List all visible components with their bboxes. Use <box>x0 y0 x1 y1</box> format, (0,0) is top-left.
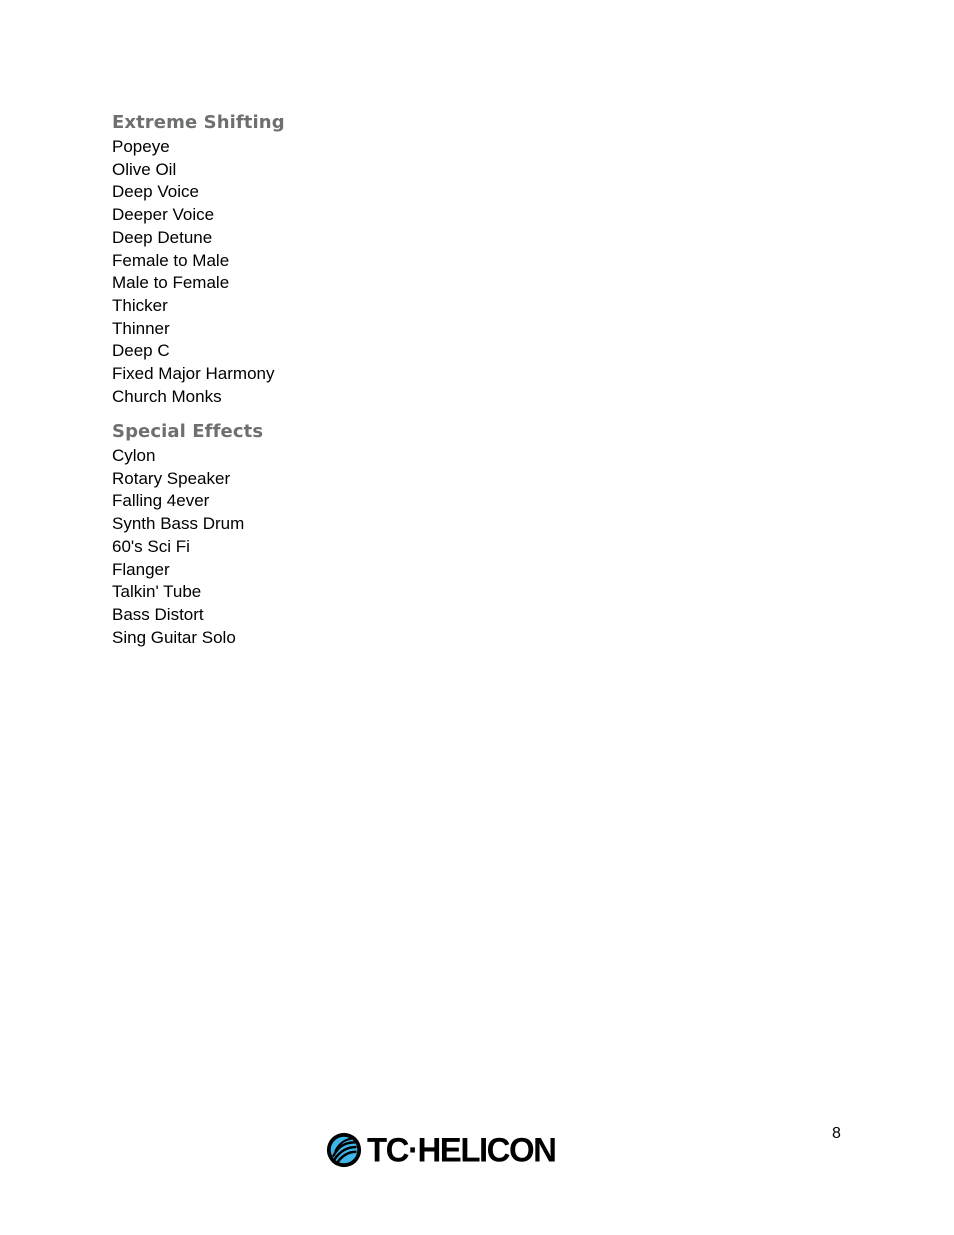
list-item: Female to Male <box>112 250 230 270</box>
list-item: Cylon <box>112 446 156 465</box>
list-item: 60's Sci Fi <box>112 536 190 556</box>
list-item: Popeye <box>112 137 170 156</box>
list-item: Deep Detune <box>112 227 213 247</box>
list-item: Rotary Speaker <box>112 468 231 488</box>
list-item: Olive Oil <box>112 159 177 179</box>
list-item: Deeper Voice <box>112 205 215 225</box>
list-item: Thinner <box>112 318 170 338</box>
list-item: Talkin' Tube <box>112 582 202 602</box>
section-title: Special Effects <box>112 421 264 442</box>
section-title: Extreme Shifting <box>112 112 285 133</box>
list-item: Thicker <box>112 295 168 315</box>
list-item: Flanger <box>112 559 170 579</box>
list-item: Church Monks <box>112 386 222 406</box>
section-extreme-shifting <box>112 111 285 408</box>
list-item: Bass Distort <box>112 604 204 624</box>
tc-helicon-logo <box>325 1130 603 1170</box>
section-special-effects <box>112 420 263 649</box>
list-item: Deep Voice <box>112 182 199 202</box>
page-number: 8 <box>832 1125 841 1142</box>
tc-helicon-logo-icon <box>325 1131 363 1169</box>
list-item: Deep C <box>112 341 170 361</box>
preset-list <box>112 136 285 408</box>
preset-list <box>112 445 263 649</box>
list-item: Male to Female <box>112 273 230 293</box>
list-item: Sing Guitar Solo <box>112 627 236 647</box>
list-item: Fixed Major Harmony <box>112 364 275 384</box>
logo-wordmark: TC·HELICON <box>367 1130 556 1169</box>
list-item: Synth Bass Drum <box>112 514 245 534</box>
list-item: Falling 4ever <box>112 491 210 511</box>
